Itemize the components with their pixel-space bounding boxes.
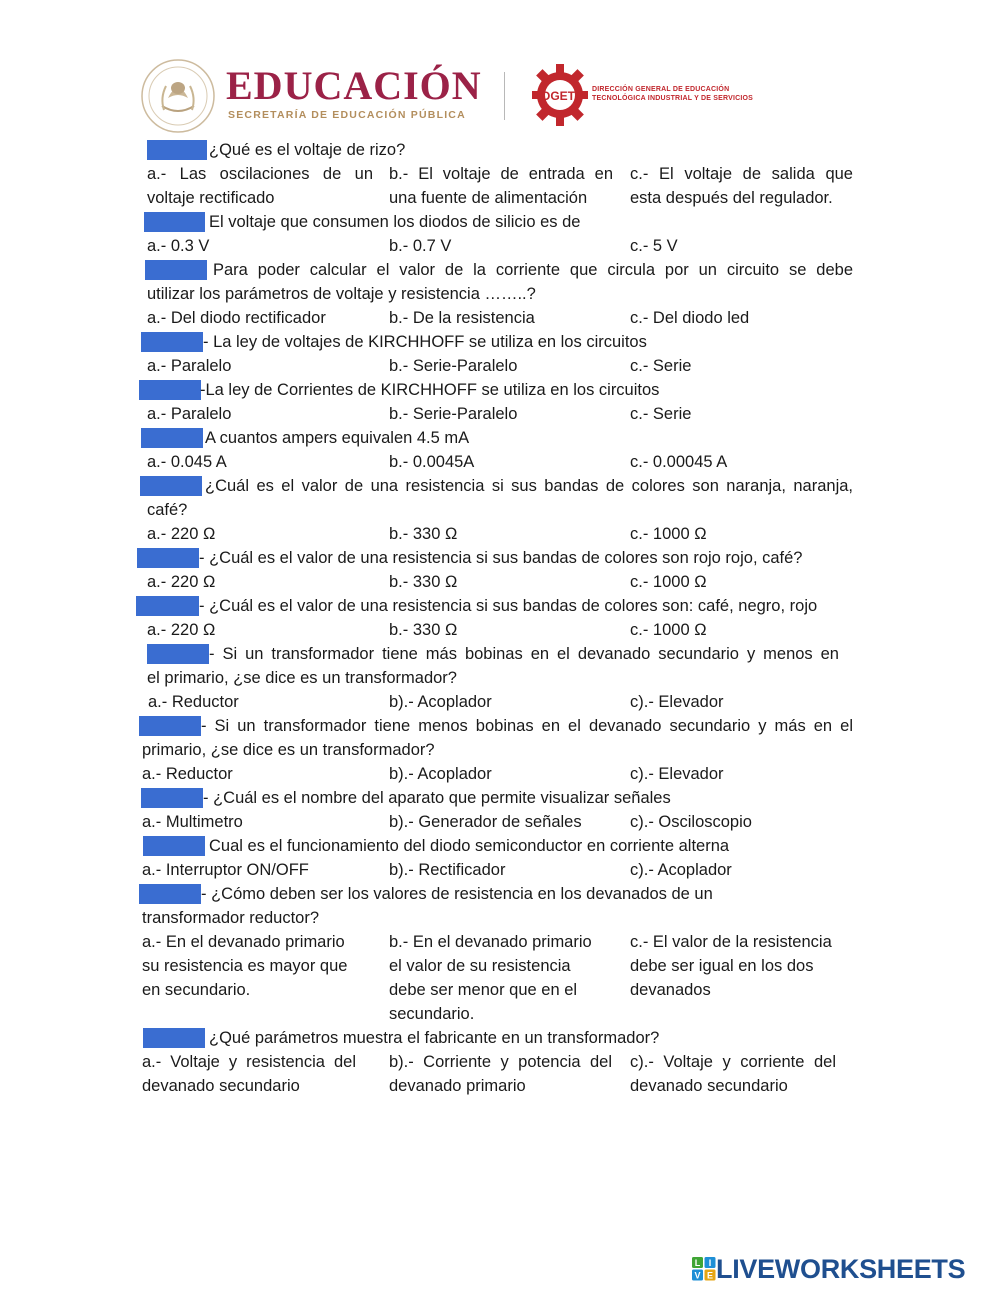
option-a-cont: voltaje rectificado	[147, 189, 275, 207]
question-text: - La ley de voltajes de KIRCHHOFF se utiliza en los circuitos	[203, 333, 647, 351]
options-row	[0, 810, 1000, 834]
education-title: EDUCACIÓN	[226, 63, 482, 108]
options-row	[0, 450, 1000, 474]
question-text: - Si un transformador tiene menos bobinas en el devanado secundario y más en el	[201, 717, 853, 735]
options-row	[0, 306, 1000, 330]
option-c: c.- 5 V	[630, 237, 678, 255]
question-text-cont: transformador reductor?	[142, 909, 319, 927]
option-b: b).- Corriente y potencia del	[389, 1053, 612, 1071]
mexico-seal-icon	[140, 58, 216, 134]
options-row	[0, 354, 1000, 378]
education-subtitle: SECRETARÍA DE EDUCACIÓN PÚBLICA	[228, 109, 466, 121]
answer-box[interactable]	[139, 380, 201, 400]
option-b: b.- De la resistencia	[389, 309, 535, 327]
option-c: c).- Osciloscopio	[630, 813, 752, 831]
options-row	[0, 1074, 1000, 1098]
question-text: Cual es el funcionamiento del diodo semiconductor en corriente alterna	[209, 837, 730, 855]
answer-box[interactable]	[136, 596, 199, 616]
question-11-cont	[0, 738, 1000, 762]
answer-box[interactable]	[139, 716, 201, 736]
options-row	[0, 186, 1000, 210]
options-row	[0, 522, 1000, 546]
dgeti-line2: TECNOLÓGICA INDUSTRIAL Y DE SERVICIOS	[592, 95, 754, 102]
option-a: a.- 0.045 A	[147, 453, 227, 471]
question-1	[0, 138, 1000, 162]
option-c: c).- Voltaje y corriente del	[630, 1053, 836, 1071]
question-4	[0, 330, 1000, 354]
options-row	[0, 402, 1000, 426]
option-a: a.- Del diodo rectificador	[147, 309, 326, 327]
answer-box[interactable]	[143, 836, 205, 856]
option-c: c.- 0.00045 A	[630, 453, 728, 471]
option-c: c.- Serie	[630, 405, 692, 423]
option-a-cont: en secundario.	[142, 981, 251, 999]
option-b: b.- 0.7 V	[389, 237, 452, 255]
question-text-cont: primario, ¿se dice es un transformador?	[142, 741, 435, 759]
option-b: b.- 330 Ω	[389, 573, 458, 591]
option-c: c).- Elevador	[630, 765, 724, 783]
option-c: c.- Serie	[630, 357, 692, 375]
header-divider	[504, 72, 505, 120]
question-text: - ¿Cuál es el valor de una resistencia si sus bandas de colores son rojo rojo, café?	[199, 549, 803, 567]
option-a: a.- Voltaje y resistencia del	[142, 1053, 356, 1071]
question-text-cont: utilizar los parámetros de voltaje y resistencia ……..?	[147, 285, 536, 303]
question-8	[0, 546, 1000, 570]
option-a-cont: devanado secundario	[142, 1077, 300, 1095]
question-9	[0, 594, 1000, 618]
svg-text:L: L	[694, 1258, 701, 1268]
option-a: a.- 0.3 V	[147, 237, 210, 255]
question-5	[0, 378, 1000, 402]
option-a: a.- 220 Ω	[147, 525, 216, 543]
option-a: a.- Las oscilaciones de un	[147, 165, 373, 183]
question-text: - Si un transformador tiene más bobinas en el devanado secundario y menos en	[209, 645, 839, 663]
question-7-cont	[0, 498, 1000, 522]
dgeti-line1: DIRECCIÓN GENERAL DE EDUCACIÓN	[592, 86, 730, 93]
answer-box[interactable]	[144, 212, 205, 232]
option-b-cont: secundario.	[389, 1005, 475, 1023]
options-row	[0, 162, 1000, 186]
question-7	[0, 474, 1000, 498]
question-list	[0, 138, 1000, 1098]
option-c: c.- El valor de la resistencia	[630, 933, 832, 951]
option-a: a.- Paralelo	[147, 405, 232, 423]
answer-box[interactable]	[145, 260, 207, 280]
options-row	[0, 1002, 1000, 1026]
question-6	[0, 426, 1000, 450]
option-b: b.- Serie-Paralelo	[389, 405, 518, 423]
option-a: a.- Reductor	[142, 765, 233, 783]
question-text-cont: café?	[147, 501, 188, 519]
svg-text:DGETI: DGETI	[541, 89, 579, 103]
option-c: c.- Del diodo led	[630, 309, 750, 327]
answer-box[interactable]	[141, 332, 203, 352]
option-a: a.- Multimetro	[142, 813, 243, 831]
option-c-cont: debe ser igual en los dos	[630, 957, 814, 975]
option-b-cont: una fuente de alimentación	[389, 189, 588, 207]
option-b-cont: el valor de su resistencia	[389, 957, 571, 975]
option-a: a.- En el devanado primario	[142, 933, 345, 951]
option-c: c).- Acoplador	[630, 861, 732, 879]
answer-box[interactable]	[147, 140, 207, 160]
question-15	[0, 1026, 1000, 1050]
options-row	[0, 690, 1000, 714]
question-13	[0, 834, 1000, 858]
option-b: b.- 330 Ω	[389, 621, 458, 639]
question-3	[0, 258, 1000, 282]
options-row	[0, 762, 1000, 786]
option-b: b.- Serie-Paralelo	[389, 357, 518, 375]
question-text: ¿Qué parámetros muestra el fabricante en un transformador?	[209, 1029, 660, 1047]
question-text: A cuantos ampers equivalen 4.5 mA	[205, 429, 470, 447]
option-a: a.- Reductor	[148, 693, 239, 711]
question-text: Para poder calcular el valor de la corriente que circula por un circuito se debe	[213, 261, 853, 279]
question-12	[0, 786, 1000, 810]
option-b: b.- 0.0045A	[389, 453, 475, 471]
options-row	[0, 1050, 1000, 1074]
answer-box[interactable]	[140, 476, 202, 496]
option-b: b.- En el devanado primario	[389, 933, 592, 951]
option-a-cont: su resistencia es mayor que	[142, 957, 348, 975]
dgeti-name	[592, 85, 753, 103]
options-row	[0, 570, 1000, 594]
options-row	[0, 978, 1000, 1002]
answer-box[interactable]	[139, 884, 201, 904]
svg-text:I: I	[708, 1258, 712, 1268]
question-text: -La ley de Corrientes de KIRCHHOFF se utiliza en los circuitos	[200, 381, 660, 399]
option-c: c.- El voltaje de salida que	[630, 165, 853, 183]
question-text: ¿Qué es el voltaje de rizo?	[209, 141, 406, 159]
answer-box[interactable]	[147, 644, 209, 664]
answer-box[interactable]	[137, 548, 199, 568]
answer-box[interactable]	[143, 1028, 205, 1048]
answer-box[interactable]	[141, 788, 203, 808]
options-row	[0, 930, 1000, 954]
liveworksheets-footer	[692, 1254, 992, 1284]
question-14	[0, 882, 1000, 906]
option-b: b.- El voltaje de entrada en	[389, 165, 613, 183]
option-b-cont: debe ser menor que en el	[389, 981, 578, 999]
option-a: a.- Paralelo	[147, 357, 232, 375]
question-text: - ¿Cómo deben ser los valores de resistencia en los devanados de un	[201, 885, 713, 903]
option-c: c.- 1000 Ω	[630, 621, 707, 639]
question-text-cont: el primario, ¿se dice es un transformador?	[147, 669, 457, 687]
option-c-cont: devanado secundario	[630, 1077, 788, 1095]
options-row	[0, 954, 1000, 978]
option-b-cont: devanado primario	[389, 1077, 526, 1095]
option-c: c.- 1000 Ω	[630, 573, 707, 591]
option-a: a.- 220 Ω	[147, 573, 216, 591]
svg-text:V: V	[694, 1270, 701, 1281]
svg-text:E: E	[706, 1270, 714, 1281]
option-b: b).- Rectificador	[389, 861, 506, 879]
question-text: ¿Cuál es el valor de una resistencia si sus bandas de colores son naranja, naranja,	[205, 477, 853, 495]
question-14-cont	[0, 906, 1000, 930]
answer-box[interactable]	[141, 428, 203, 448]
dgeti-gear-icon	[530, 62, 590, 128]
options-row	[0, 618, 1000, 642]
liveworksheets-brand: LIVEWORKSHEETS	[716, 1254, 966, 1284]
question-3-cont	[0, 282, 1000, 306]
option-c: c.- 1000 Ω	[630, 525, 707, 543]
question-text: - ¿Cuál es el nombre del aparato que permite visualizar señales	[203, 789, 671, 807]
option-b: b).- Generador de señales	[389, 813, 582, 831]
question-10-cont	[0, 666, 1000, 690]
option-b: b.- 330 Ω	[389, 525, 458, 543]
options-row	[0, 234, 1000, 258]
page-header	[140, 56, 760, 134]
question-text: - ¿Cuál es el valor de una resistencia si sus bandas de colores son: café, negro, rojo	[199, 597, 818, 615]
option-b: b).- Acoplador	[389, 765, 492, 783]
question-10	[0, 642, 1000, 666]
option-c: c).- Elevador	[630, 693, 724, 711]
option-c-cont: esta después del regulador.	[630, 189, 833, 207]
option-b: b).- Acoplador	[389, 693, 492, 711]
option-c-cont: devanados	[630, 981, 711, 999]
option-a: a.- 220 Ω	[147, 621, 216, 639]
question-11	[0, 714, 1000, 738]
question-text: El voltaje que consumen los diodos de silicio es de	[209, 213, 581, 231]
option-a: a.- Interruptor ON/OFF	[142, 861, 309, 879]
options-row	[0, 858, 1000, 882]
question-2	[0, 210, 1000, 234]
liveworksheets-logo-icon	[692, 1257, 716, 1281]
